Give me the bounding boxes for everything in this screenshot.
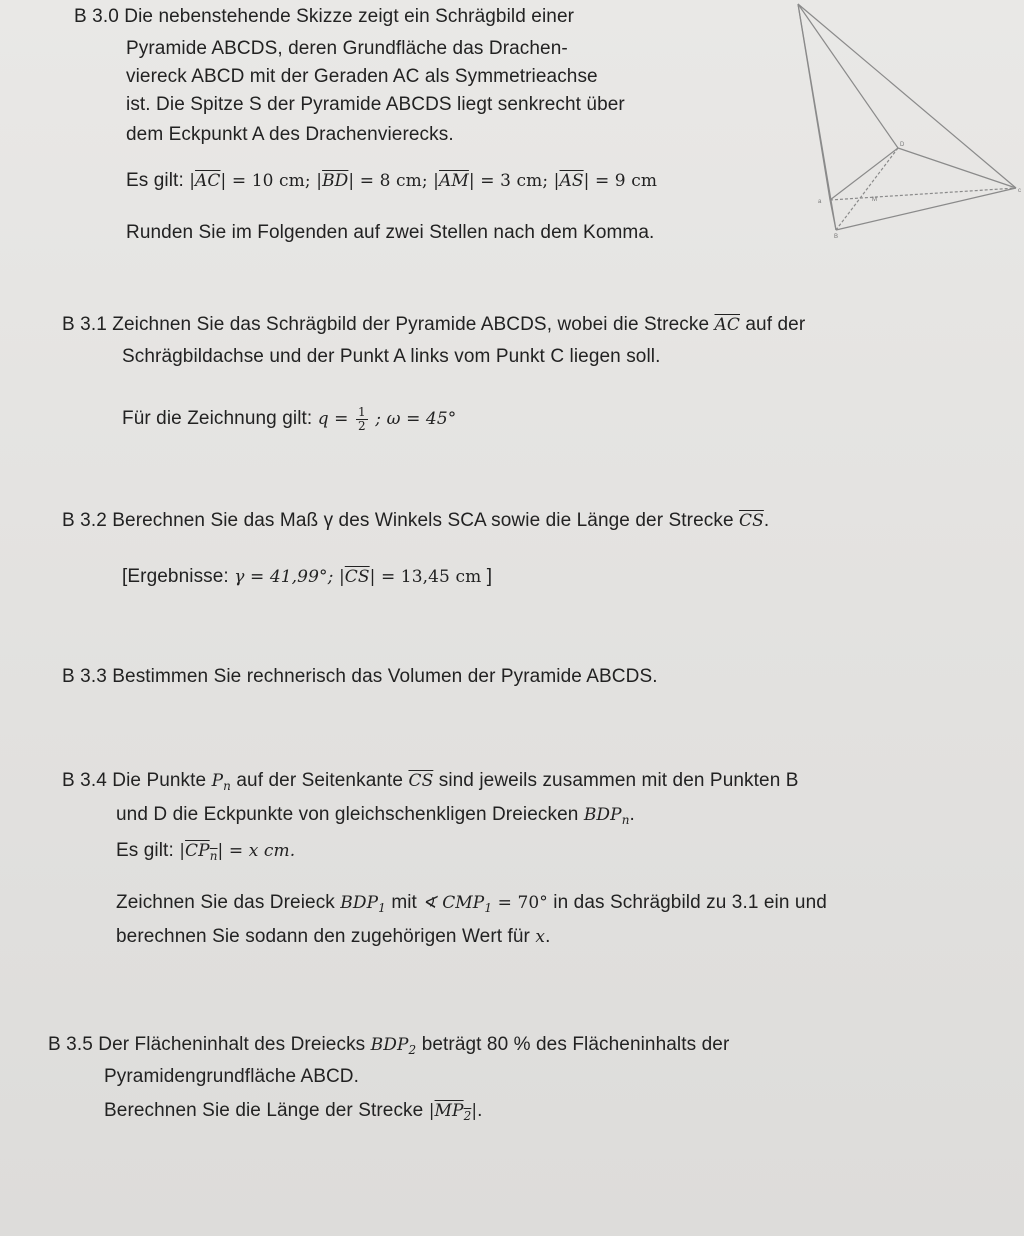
b35-line-1 <box>48 1034 729 1056</box>
b33-label: B 3.3 <box>62 666 107 687</box>
b34-line-5 <box>116 926 550 948</box>
b30-round-line: Runden Sie im Folgenden auf zwei Stellen nach dem Komma. <box>126 222 655 243</box>
b35-text-3b: . <box>477 1100 483 1121</box>
b35-mp2: $|MP_2|$ <box>428 1101 478 1123</box>
b34-text-5a: berechnen Sie sodann den zugehörigen Wert für <box>116 926 530 947</box>
b34-text-1b: auf der Seitenkante <box>236 770 404 791</box>
b34-label: B 3.4 <box>62 770 107 791</box>
edge-ab <box>830 200 836 230</box>
b30-label: B 3.0 <box>74 6 119 27</box>
b35-text-1a: Der Flächeninhalt des Dreiecks <box>98 1034 366 1055</box>
b34-text-1a: Die Punkte <box>112 770 207 791</box>
b34-x: x <box>535 927 546 947</box>
b31-line-1 <box>62 314 805 336</box>
b30-given-line <box>126 170 657 192</box>
b34-text-2a: und D die Eckpunkte von gleichschenkligen Dreiecken <box>116 804 579 825</box>
edge-dc <box>898 148 1016 188</box>
b32-results-values: γ = 41,99°; $|\overline{CS}| = 13,45$ cm <box>234 567 482 587</box>
b32-segment-cs: $\overline{CS}$ <box>739 511 764 531</box>
given-am: $|\overline{AM}| = 3$ cm; <box>433 171 554 191</box>
b34-text-2b: . <box>629 804 635 825</box>
b31-text-3a: Für die Zeichnung gilt: <box>122 408 313 429</box>
b34-text-5b: . <box>545 926 551 947</box>
b34-bdpn: $BDP_n$ <box>583 805 630 827</box>
b30-line-5: dem Eckpunkt A des Drachenvierecks. <box>126 124 454 145</box>
b34-segment-cs: $\overline{CS}$ <box>408 771 434 791</box>
given-as: $|\overline{AS}| = 9$ cm <box>553 171 658 191</box>
given-ac: $|\overline{AC}| = 10$ cm; <box>189 171 317 191</box>
b31-segment-ac: $\overline{AC}$ <box>714 315 740 335</box>
b31-line-3 <box>122 406 456 433</box>
b30-line-3: viereck ABCD mit der Geraden AC als Symmetrieachse <box>126 66 598 87</box>
sketch-label-a: a <box>818 199 822 205</box>
sketch-label-m: M <box>872 197 877 203</box>
b35-label: B 3.5 <box>48 1034 93 1055</box>
given-bd: $|\overline{BD}| = 8$ cm; <box>316 171 434 191</box>
b32-text-1a: Berechnen Sie das Maß γ des Winkels SCA sowie die Länge der Strecke <box>112 510 734 531</box>
b35-bdp2: $BDP_2$ <box>370 1035 417 1057</box>
b35-line-2: Pyramidengrundfläche ABCD. <box>104 1066 360 1087</box>
b30-line-4: ist. Die Spitze S der Pyramide ABCDS liegt senkrecht über <box>126 94 625 115</box>
given-prefix: Es gilt: <box>126 170 184 191</box>
b30-text-1: Die nebenstehende Skizze zeigt ein Schrägbild einer <box>124 6 575 27</box>
b32-results-line <box>122 566 492 588</box>
b35-line-3 <box>104 1100 483 1122</box>
b32-text-1b: . <box>763 510 770 531</box>
b34-line-1 <box>62 770 799 792</box>
b34-line-3 <box>116 840 295 862</box>
sketch-label-d: D <box>900 142 905 148</box>
b31-text-1a: Zeichnen Sie das Schrägbild der Pyramide ABCDS, wobei die Strecke <box>112 314 710 335</box>
b33-text-1: Bestimmen Sie rechnerisch das Volumen der Pyramide ABCDS. <box>112 666 658 687</box>
b30-line-2: Pyramide ABCDS, deren Grundfläche das Drachen- <box>126 38 568 59</box>
b34-text-1c: sind jeweils zusammen mit den Punkten B <box>438 770 799 791</box>
b31-line-2: Schrägbildachse und der Punkt A links vom Punkt C liegen soll. <box>122 346 661 367</box>
b34-line-2 <box>116 804 635 826</box>
b34-cpn: $|CP_n| = x$ cm. <box>179 841 296 863</box>
b35-text-3a: Berechnen Sie die Länge der Strecke <box>104 1100 424 1121</box>
sketch-label-b: B <box>834 234 839 240</box>
b32-results-prefix: [Ergebnisse: <box>122 566 229 587</box>
b33-line-1 <box>62 666 658 688</box>
b34-text-3a: Es gilt: <box>116 840 174 861</box>
b32-label: B 3.2 <box>62 510 107 531</box>
b31-label: B 3.1 <box>62 314 107 335</box>
b34-bdp1: $BDP_1$ <box>340 893 386 915</box>
sketch-label-c: c <box>1018 188 1021 194</box>
b32-line-1 <box>62 510 769 532</box>
b35-text-1b: beträgt 80 % des Flächeninhalts der <box>421 1034 730 1055</box>
edge-sc <box>798 4 1016 188</box>
b34-text-4c: in das Schrägbild zu 3.1 ein und <box>553 892 827 913</box>
pyramid-sketch <box>790 0 1024 240</box>
b34-line-4 <box>116 892 827 914</box>
b31-formula: q = $\frac{1}{2}$ ; ω = 45° <box>317 405 457 433</box>
b34-pn: $P_n$ <box>211 771 231 793</box>
b34-angle: ∢ $CMP_1 = 70^\circ$ <box>422 893 548 915</box>
b32-results-suffix: ] <box>486 566 493 587</box>
b34-text-4b: mit <box>391 892 417 913</box>
b34-text-4a: Zeichnen Sie das Dreieck <box>116 892 335 913</box>
b31-text-1b: auf der <box>745 314 806 335</box>
edge-sb <box>798 4 836 230</box>
b30-line-1 <box>74 6 574 28</box>
